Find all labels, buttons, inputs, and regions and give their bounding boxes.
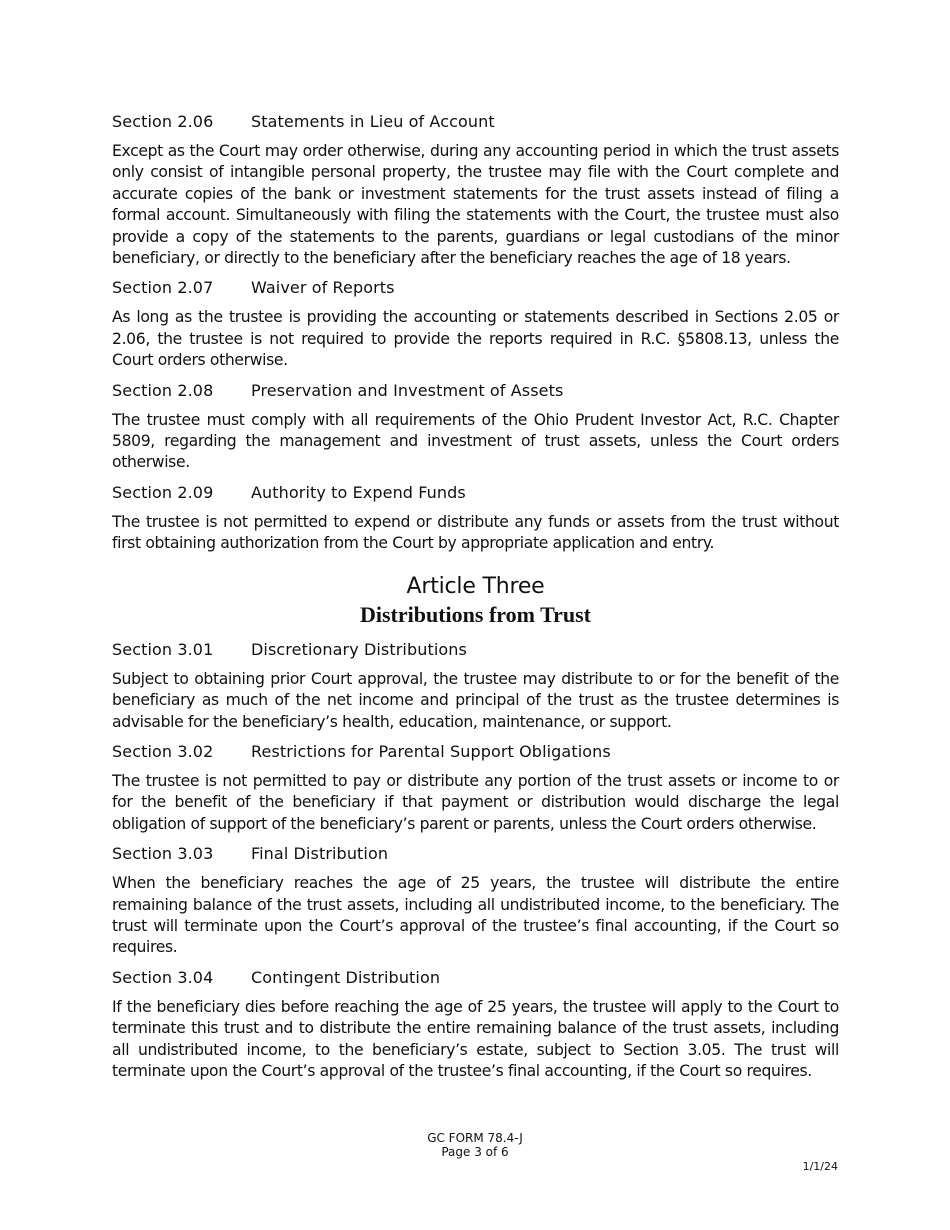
section-body: Subject to obtaining prior Court approval, the trustee may distribute to or for the benefit of the beneficiary as much of the net income and principal of the trust as the trustee determines is advisable for the beneficiary’s health, education, maintenance, or support. (112, 669, 839, 731)
revision-date: 1/1/24 (802, 1160, 838, 1173)
form-number: GC FORM 78.4-J (427, 1131, 523, 1145)
section-title: Final Distribution (251, 844, 389, 864)
section-title: Statements in Lieu of Account (251, 112, 495, 131)
section-heading (112, 277, 839, 299)
article-title: Article Three (406, 573, 545, 599)
section-heading (112, 380, 839, 402)
section-heading (112, 482, 839, 504)
section-number: Section 2.07 (112, 278, 214, 298)
section-title: Discretionary Distributions (251, 639, 467, 659)
section-body: When the beneficiary reaches the age of 25 years, the trustee will distribute the entire remaining balance of the trust assets, including all undistributed income, to the beneficiary. The trust will terminate upon the Court’s approval of the trustee’s final accounting, if the Court so requires. (112, 874, 839, 957)
section-title: Waiver of Reports (251, 278, 395, 298)
section-body: Except as the Court may order otherwise, during any accounting period in which the trust assets only consist of intangible personal property, the trustee may file with the Court complete and accurate copies of the bank or investment statements for the trust assets instead of filing a formal account. Simultaneously with filing the statements with the Court, the trustee must also provide a copy of the statements to the parents, guardians or legal custodians of the minor beneficiary, or directly to the beneficiary after the beneficiary reaches the age of 18 years. (112, 142, 839, 268)
section-heading (112, 639, 839, 661)
section-number: Section 3.02 (112, 741, 214, 761)
section-heading (112, 741, 839, 763)
section-title: Preservation and Investment of Assets (251, 380, 564, 400)
section-heading (112, 111, 839, 133)
section-body: If the beneficiary dies before reaching the age of 25 years, the trustee will apply to the Court to terminate this trust and to distribute the entire remaining balance of the trust assets, including all undistributed income, to the beneficiary’s estate, subject to Section 3.05. The trust will terminate upon the Court’s approval of the trustee’s final accounting, if the Court so requires. (112, 997, 839, 1080)
section-number: Section 2.08 (112, 380, 214, 400)
section-title: Restrictions for Parental Support Obligations (251, 741, 611, 761)
page-number: Page 3 of 6 (441, 1145, 509, 1159)
section-heading (112, 967, 839, 989)
section-body: The trustee is not permitted to expend or distribute any funds or assets from the trust without first obtaining authorization from the Court by appropriate application and entry. (112, 512, 839, 553)
section-number: Section 3.01 (112, 639, 214, 659)
section-number: Section 3.04 (112, 967, 214, 987)
article-heading (112, 573, 839, 629)
section-heading (112, 843, 839, 865)
page-footer (0, 1131, 950, 1159)
section-number: Section 2.09 (112, 482, 214, 502)
section-body: As long as the trustee is providing the accounting or statements described in Sections 2.05 or 2.06, the trustee is not required to provide the reports required in R.C. §5808.13, unless the Court orders otherwise. (112, 308, 839, 370)
section-title: Contingent Distribution (251, 967, 441, 987)
section-number: Section 2.06 (112, 112, 214, 131)
page-content (112, 111, 839, 1090)
section-body: The trustee is not permitted to pay or distribute any portion of the trust assets or income to or for the benefit of the beneficiary if that payment or distribution would discharge the legal obligation of support of the beneficiary’s parent or parents, unless the Court orders otherwise. (112, 771, 839, 833)
section-body: The trustee must comply with all requirements of the Ohio Prudent Investor Act, R.C. Chapter 5809, regarding the management and investment of trust assets, unless the Court orders otherwise. (112, 410, 839, 472)
section-number: Section 3.03 (112, 844, 214, 864)
article-subtitle: Distributions from Trust (359, 601, 592, 627)
section-title: Authority to Expend Funds (251, 482, 466, 502)
